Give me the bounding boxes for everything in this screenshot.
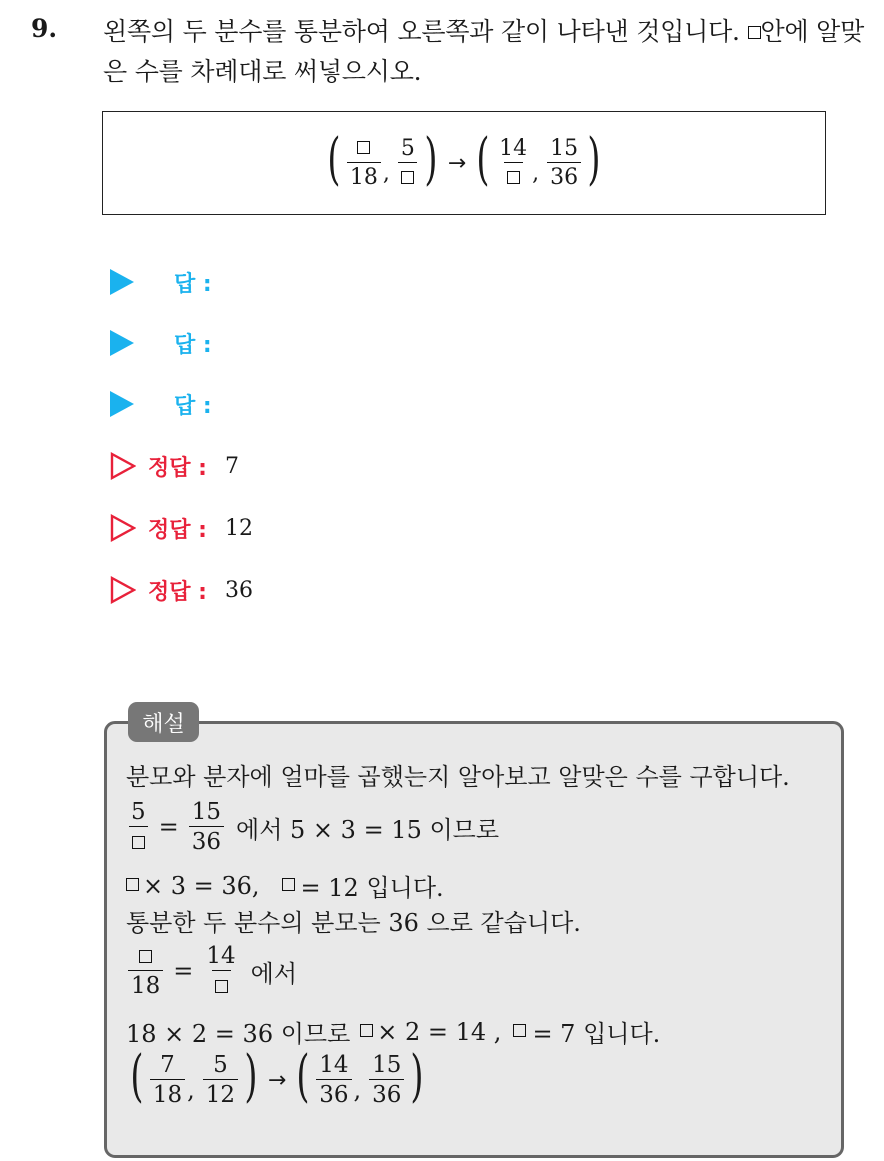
solution-line-4: 통분한 두 분수의 분모는 36 으로 같습니다.: [126, 909, 581, 937]
blank-box-icon: [507, 171, 520, 184]
fraction: $\frac{15}{36}$: [189, 800, 224, 854]
solution-line-6: 18 × 2 = 36 이므로 × 2 = 14 , = 7 입니다.: [126, 1017, 661, 1048]
solution-line-2: 5 = $\frac{15}{36}$ 에서 5 × 3 = 15 이므로: [126, 800, 499, 854]
fraction: 14: [203, 944, 238, 998]
arrow-icon: →: [447, 150, 467, 176]
outline-triangle-icon: [110, 452, 136, 480]
solution-line-7: ( $\frac{7}{18}$ , $\frac{5}{12}$ ) → ( $\frac{14}{36}$ , $\frac{15}{36}$ ): [130, 1044, 424, 1109]
outline-triangle-icon: [110, 514, 136, 542]
blank-box-icon: [357, 141, 370, 154]
solution-tag: 해설: [128, 702, 199, 742]
fraction: 5: [128, 800, 149, 854]
right-paren: ): [424, 127, 438, 192]
question-number: 9.: [31, 14, 58, 43]
answer-row-1[interactable]: [110, 262, 212, 302]
arrow-icon: →: [267, 1067, 287, 1093]
outline-triangle-icon: [110, 576, 136, 604]
question-text-part-b: 안에 알맞은 수를 차례대로 써넣으시오.: [103, 17, 865, 86]
question-text-part-a: 왼쪽의 두 분수를 통분하여 오른쪽과 같이 나타낸 것입니다.: [103, 17, 748, 46]
blank-box-icon: [126, 878, 139, 891]
correct-answer-value: 36: [224, 577, 253, 603]
fraction-right-2: $\frac{15}{36}$: [547, 137, 581, 189]
correct-answer-label: 정답 :: [148, 579, 207, 605]
answer-label: 답 :: [174, 332, 212, 358]
blank-box-icon: [215, 980, 228, 993]
question-text: [103, 12, 873, 92]
answer-row-3[interactable]: [110, 384, 212, 424]
fraction: $\frac{15}{36}$: [369, 1053, 404, 1107]
blank-box-icon: [513, 1024, 526, 1037]
fraction: $\frac{5}{12}$: [203, 1053, 238, 1107]
correct-answer-row-3: [110, 570, 253, 610]
solution-line-3: × 3 = 36, = 12 입니다.: [126, 868, 444, 903]
blank-box-icon: [282, 878, 295, 891]
solution-line-1: 분모와 분자에 얼마를 곱했는지 알아보고 알맞은 수를 구합니다.: [126, 763, 790, 791]
correct-answer-row-1: [110, 446, 239, 486]
blank-box-icon: [139, 950, 152, 963]
fraction: $\frac{7}{18}$: [150, 1053, 185, 1107]
solution-line-5: 18 = 14 에서: [126, 944, 297, 998]
correct-answer-label: 정답 :: [148, 517, 207, 543]
correct-answer-value: 7: [224, 453, 239, 479]
answer-row-2[interactable]: [110, 323, 212, 363]
fraction-left-1: 18: [347, 137, 381, 189]
left-paren: (: [476, 127, 490, 192]
fraction: $\frac{14}{36}$: [316, 1053, 351, 1107]
answer-label: 답 :: [174, 271, 212, 297]
play-triangle-icon: [110, 269, 134, 295]
left-paren: (: [327, 127, 341, 192]
correct-answer-value: 12: [224, 515, 253, 541]
answer-label: 답 :: [174, 393, 212, 419]
blank-box-icon: [748, 26, 761, 39]
blank-box-icon: [132, 836, 145, 849]
right-paren: ): [587, 127, 601, 192]
fraction-left-2: 5: [398, 137, 418, 189]
blank-box-icon: [401, 171, 414, 184]
fraction-right-1: 14: [496, 137, 530, 189]
play-triangle-icon: [110, 330, 134, 356]
correct-answer-row-2: [110, 508, 253, 548]
fraction: 18: [128, 944, 163, 998]
blank-box-icon: [360, 1024, 373, 1037]
play-triangle-icon: [110, 391, 134, 417]
problem-math-box: ( 18 , 5 ) → ( 14 , $\frac{15}{36}$ ): [102, 111, 826, 215]
correct-answer-label: 정답 :: [148, 455, 207, 481]
